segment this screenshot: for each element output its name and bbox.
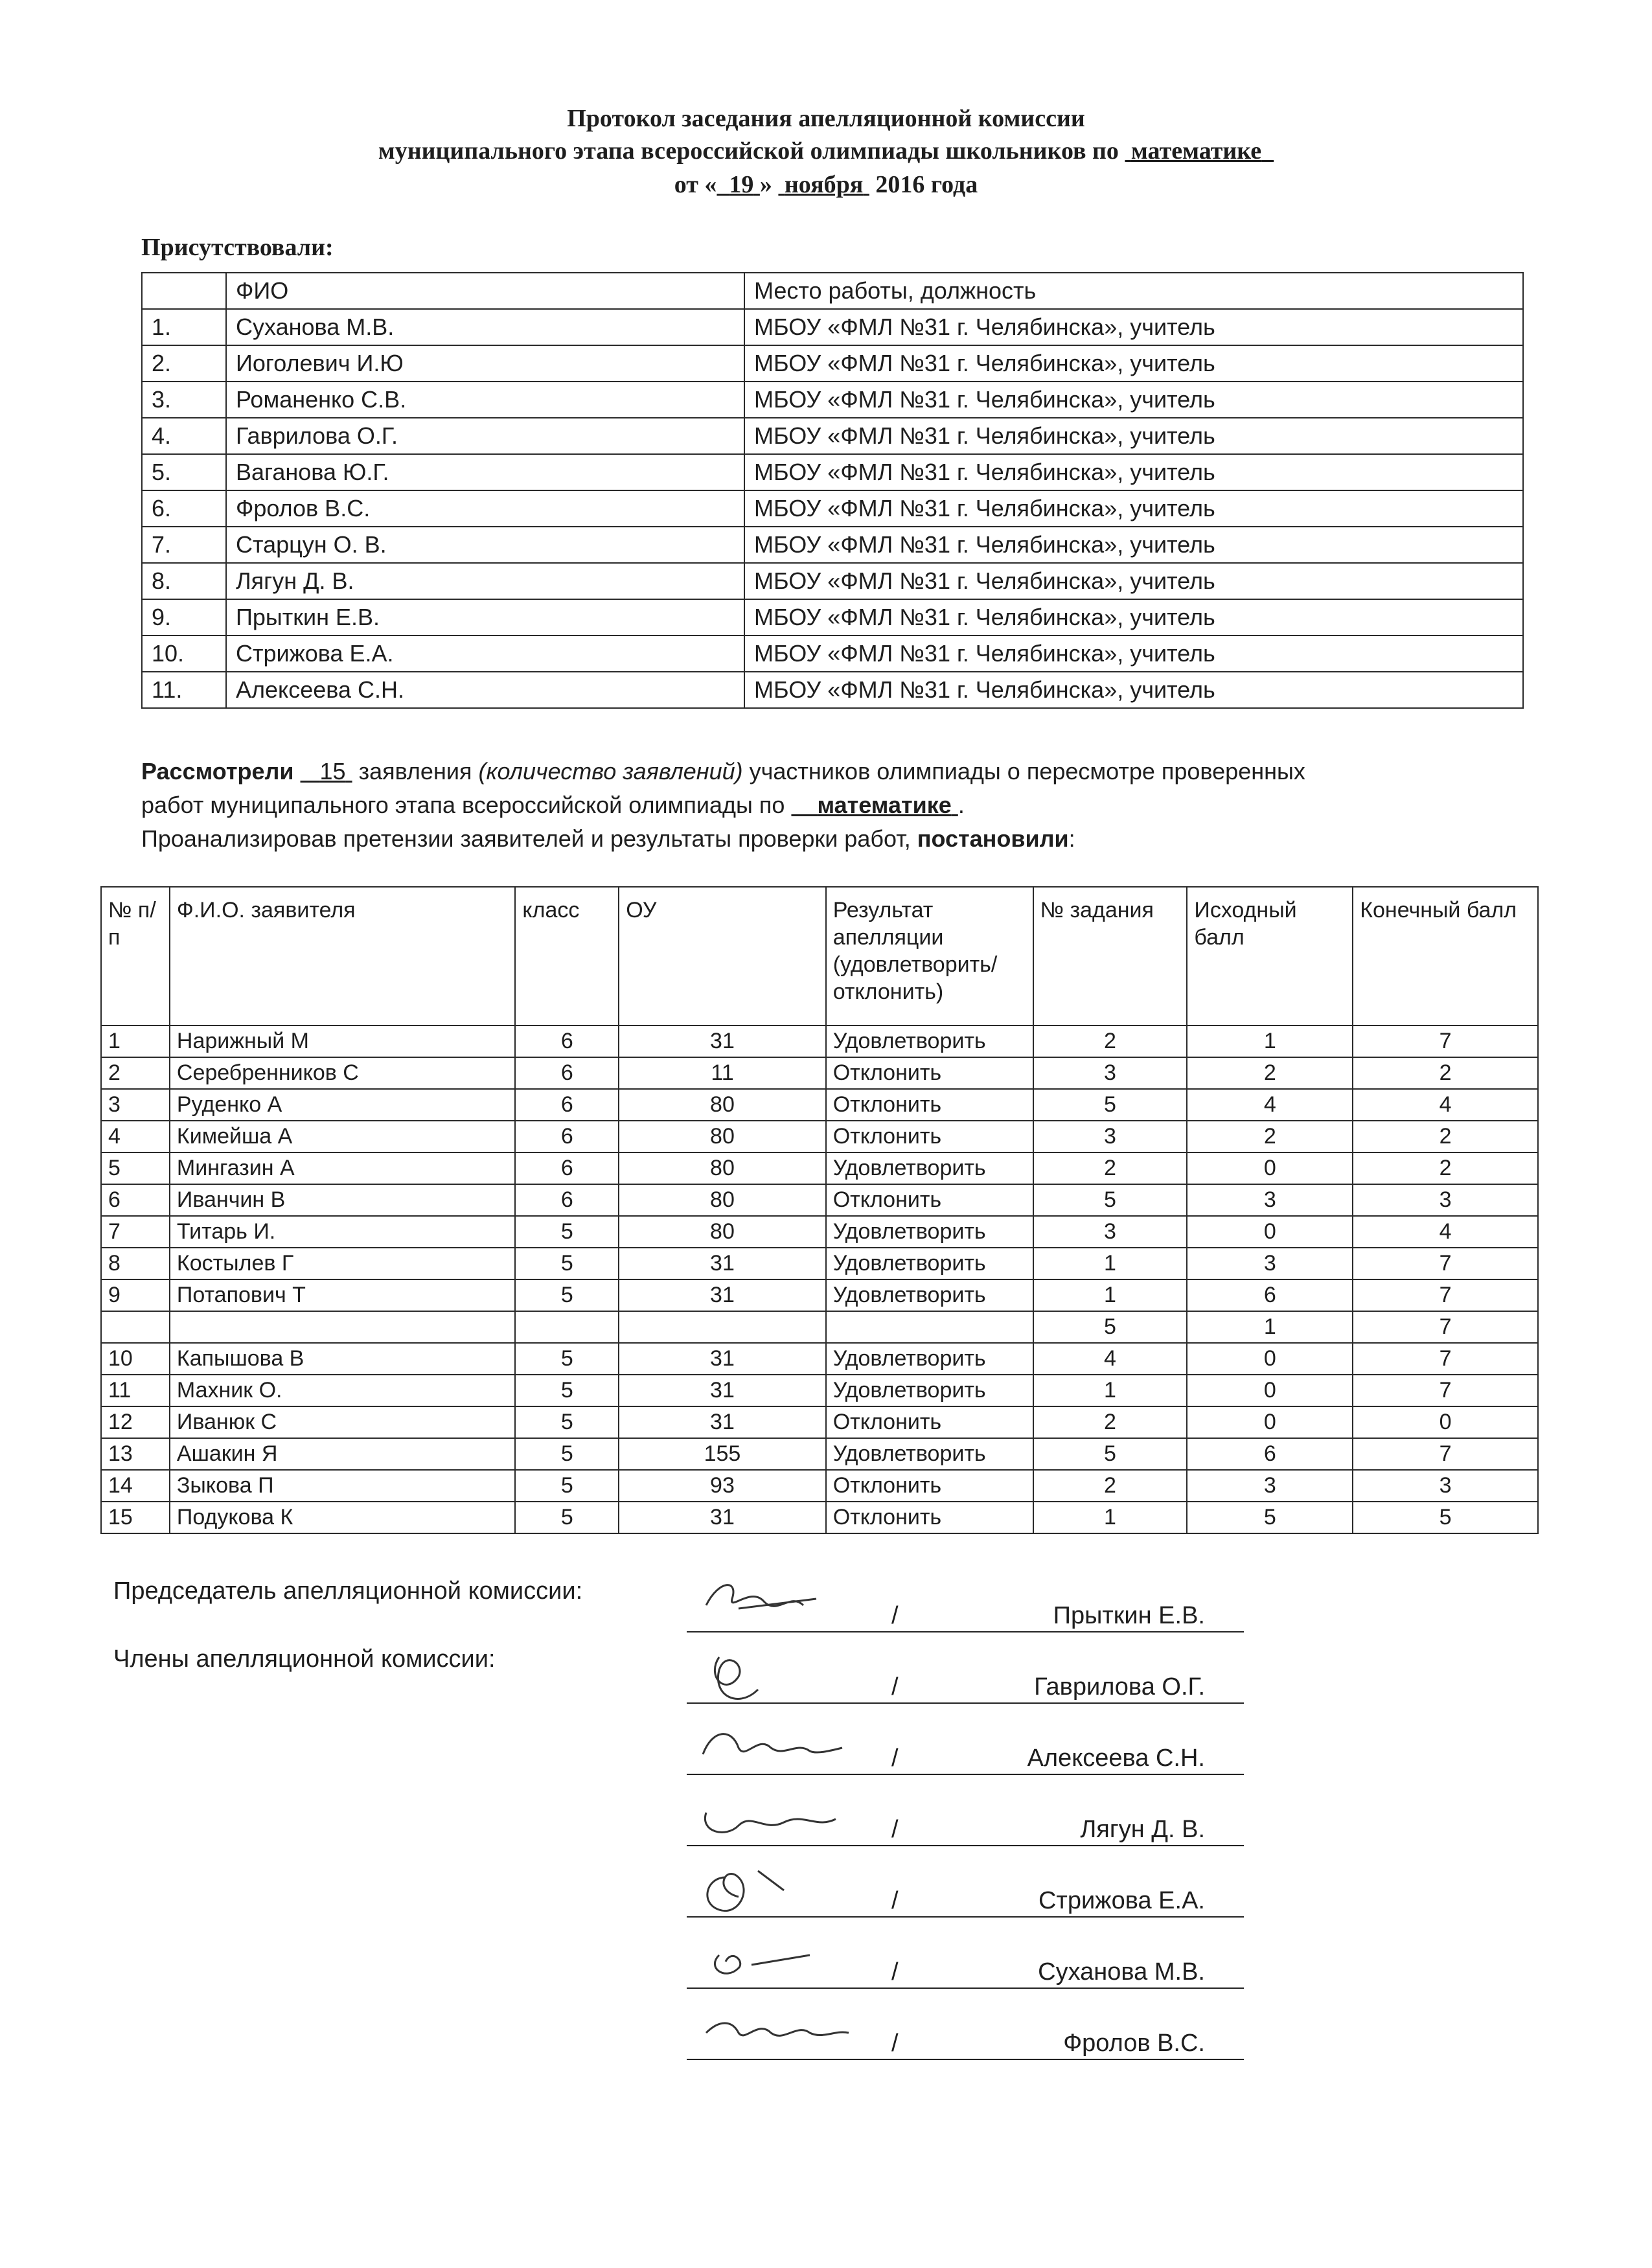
appeal-cell-grade: 5 [515, 1438, 619, 1470]
signatory-name: Прыткин Е.В. [1053, 1602, 1205, 1629]
appeal-cell-name: Махник О. [170, 1375, 515, 1406]
signature-slash: / [891, 1673, 899, 1701]
attendance-row [142, 599, 1523, 636]
attendance-header-n [142, 273, 226, 309]
appeal-cell-task: 2 [1033, 1470, 1187, 1502]
appeal-cell-task: 5 [1033, 1311, 1187, 1343]
appeal-row [101, 1279, 1538, 1311]
handwritten-signature [700, 1579, 855, 1638]
considered-line-3: Проанализировав претензии заявителей и результаты проверки работ, постановили: [141, 825, 1075, 852]
subtitle-prefix: муниципального этапа всероссийской олимпиады школьников по [378, 137, 1119, 165]
attendance-num: 10. [142, 636, 226, 672]
appeal-cell-final: 7 [1353, 1438, 1538, 1470]
col-header-task: № задания [1033, 887, 1187, 1025]
appeal-cell-result: Отклонить [826, 1121, 1033, 1152]
attendance-work: МБОУ «ФМЛ №31 г. Челябинска», учитель [744, 599, 1523, 636]
appeal-row [101, 1375, 1538, 1406]
attendance-fio: Суханова М.В. [226, 309, 744, 345]
appeal-cell-initial: 3 [1187, 1470, 1353, 1502]
appeal-cell-n: 2 [101, 1057, 170, 1089]
appeal-cell-initial: 0 [1187, 1343, 1353, 1375]
appeal-cell-n: 9 [101, 1279, 170, 1311]
appeal-cell-n: 14 [101, 1470, 170, 1502]
col-header-initial: Исходный балл [1187, 887, 1353, 1025]
appeal-row [101, 1343, 1538, 1375]
appeal-cell-final: 7 [1353, 1375, 1538, 1406]
appeal-cell-name: Капышова В [170, 1343, 515, 1375]
appeal-cell-n: 4 [101, 1121, 170, 1152]
appeal-cell-grade: 5 [515, 1470, 619, 1502]
appeal-cell-result: Удовлетворить [826, 1025, 1033, 1057]
appeal-cell-school: 80 [619, 1216, 825, 1248]
handwritten-signature [700, 1722, 855, 1780]
attendance-work: МБОУ «ФМЛ №31 г. Челябинска», учитель [744, 309, 1523, 345]
attendance-row [142, 345, 1523, 382]
appeal-cell-name: Ашакин Я [170, 1438, 515, 1470]
attendance-work: МБОУ «ФМЛ №31 г. Челябинска», учитель [744, 454, 1523, 490]
attendance-fio: Гаврилова О.Г. [226, 418, 744, 454]
signature-slash: / [891, 1745, 899, 1772]
appeal-cell-initial: 2 [1187, 1057, 1353, 1089]
appeal-cell-initial: 0 [1187, 1375, 1353, 1406]
appeal-cell-name: Потапович Т [170, 1279, 515, 1311]
protocol-title: Протокол заседания апелляционной комиссии [567, 105, 1085, 132]
appeal-cell-result: Отклонить [826, 1089, 1033, 1121]
date-prefix: от « [674, 171, 717, 198]
appeal-cell-name: Костылев Г [170, 1248, 515, 1279]
considered-t1: заявления [358, 758, 472, 785]
appeal-cell-name: Нарижный М [170, 1025, 515, 1057]
appeal-cell-school: 31 [619, 1343, 825, 1375]
appeal-cell-n: 13 [101, 1438, 170, 1470]
appeal-cell-initial: 0 [1187, 1152, 1353, 1184]
date-day [717, 171, 760, 198]
appeal-cell-grade [515, 1311, 619, 1343]
appeal-cell-grade: 5 [515, 1343, 619, 1375]
attendance-fio: Алексеева С.Н. [226, 672, 744, 708]
appeal-cell-final: 4 [1353, 1089, 1538, 1121]
appeal-cell-final: 3 [1353, 1470, 1538, 1502]
protocol-date [0, 170, 1652, 200]
attendance-fio: Лягун Д. В. [226, 563, 744, 599]
considered-count: 15 [319, 758, 346, 785]
appeal-cell-school: 11 [619, 1057, 825, 1089]
col-header-n: № п/п [101, 887, 170, 1025]
appeal-cell-grade: 5 [515, 1279, 619, 1311]
appeal-cell-name: Кимейша А [170, 1121, 515, 1152]
appeal-cell-school: 80 [619, 1152, 825, 1184]
appeal-row [101, 1025, 1538, 1057]
col-header-name: Ф.И.О. заявителя [170, 887, 515, 1025]
attendance-row [142, 418, 1523, 454]
attendance-row [142, 309, 1523, 345]
appeal-cell-grade: 6 [515, 1025, 619, 1057]
attendance-label: Присутствовали: [141, 234, 334, 261]
appeal-cell-task: 3 [1033, 1057, 1187, 1089]
appeal-cell-school: 155 [619, 1438, 825, 1470]
attendance-fio: Романенко С.В. [226, 382, 744, 418]
attendance-num: 6. [142, 490, 226, 527]
appeal-cell-final: 3 [1353, 1184, 1538, 1216]
appeal-cell-n: 7 [101, 1216, 170, 1248]
appeal-cell-result: Отклонить [826, 1057, 1033, 1089]
decided-label: постановили [917, 825, 1069, 852]
attendance-fio: Фролов В.С. [226, 490, 744, 527]
appeal-cell-n: 3 [101, 1089, 170, 1121]
signatory-name: Алексеева С.Н. [1027, 1745, 1205, 1772]
appeal-cell-task: 2 [1033, 1406, 1187, 1438]
appeal-cell-school: 93 [619, 1470, 825, 1502]
signature-stroke [715, 1955, 810, 1973]
appeal-cell-initial: 0 [1187, 1216, 1353, 1248]
attendance-row [142, 454, 1523, 490]
attendance-row [142, 527, 1523, 563]
col-header-result: Результат апелляции (удовлетворить/ отклонить) [826, 887, 1033, 1025]
appeal-cell-n: 15 [101, 1502, 170, 1533]
appeal-cell-grade: 6 [515, 1089, 619, 1121]
signatory-name: Суханова М.В. [1038, 1958, 1205, 1986]
appeal-cell-task: 1 [1033, 1279, 1187, 1311]
appeal-cell-result: Отклонить [826, 1470, 1033, 1502]
appeal-row [101, 1216, 1538, 1248]
attendance-work: МБОУ «ФМЛ №31 г. Челябинска», учитель [744, 418, 1523, 454]
date-mid: » [759, 171, 772, 198]
day-value: 19 [729, 171, 754, 198]
attendance-row [142, 490, 1523, 527]
considered-subject-field [791, 792, 958, 818]
appeal-cell-final: 7 [1353, 1025, 1538, 1057]
appeal-cell-initial: 6 [1187, 1438, 1353, 1470]
signature-slash: / [891, 2030, 899, 2057]
subject-value: математике [1130, 137, 1262, 165]
signatory-name: Лягун Д. В. [1080, 1816, 1205, 1843]
considered-count-field [301, 758, 352, 785]
col-header-grade: класс [515, 887, 619, 1025]
appeal-row [101, 1406, 1538, 1438]
appeals-header-row [101, 887, 1538, 1025]
signature-stroke [706, 1585, 816, 1609]
considered-line-2: работ муниципального этапа всероссийской олимпиады по математике . [141, 792, 965, 818]
appeal-cell-initial: 4 [1187, 1089, 1353, 1121]
appeal-cell-result: Удовлетворить [826, 1248, 1033, 1279]
appeal-cell-n: 5 [101, 1152, 170, 1184]
attendance-row [142, 382, 1523, 418]
signatory-name: Стрижова Е.А. [1038, 1887, 1205, 1914]
col-header-final: Конечный балл [1353, 887, 1538, 1025]
handwritten-signature [700, 1936, 855, 1994]
appeal-cell-name [170, 1311, 515, 1343]
appeal-cell-grade: 5 [515, 1216, 619, 1248]
appeal-row [101, 1121, 1538, 1152]
appeal-cell-task: 5 [1033, 1089, 1187, 1121]
appeal-cell-school: 80 [619, 1121, 825, 1152]
attendance-num: 7. [142, 527, 226, 563]
appeal-cell-result: Удовлетворить [826, 1438, 1033, 1470]
appeal-cell-grade: 5 [515, 1502, 619, 1533]
appeal-cell-task: 2 [1033, 1152, 1187, 1184]
handwritten-signature [700, 1651, 855, 1709]
handwritten-signature [700, 2007, 855, 2065]
attendance-fio: Стрижова Е.А. [226, 636, 744, 672]
appeal-cell-name: Зыкова П [170, 1470, 515, 1502]
appeal-cell-result: Отклонить [826, 1184, 1033, 1216]
appeal-cell-task: 1 [1033, 1375, 1187, 1406]
appeal-cell-task: 3 [1033, 1121, 1187, 1152]
signature-slash: / [891, 1958, 899, 1986]
appeal-cell-initial: 0 [1187, 1406, 1353, 1438]
signature-slash: / [891, 1602, 899, 1629]
appeal-row [101, 1184, 1538, 1216]
appeal-cell-n [101, 1311, 170, 1343]
appeal-cell-task: 2 [1033, 1025, 1187, 1057]
considered-line2-text: работ муниципального этапа всероссийской олимпиады по [141, 792, 785, 818]
appeal-cell-result [826, 1311, 1033, 1343]
handwritten-signature [700, 1793, 855, 1851]
attendance-fio: Прыткин Е.В. [226, 599, 744, 636]
attendance-work: МБОУ «ФМЛ №31 г. Челябинска», учитель [744, 672, 1523, 708]
appeal-cell-grade: 5 [515, 1248, 619, 1279]
appeal-cell-initial: 6 [1187, 1279, 1353, 1311]
signature-slash: / [891, 1887, 899, 1914]
appeal-cell-final: 7 [1353, 1343, 1538, 1375]
appeal-cell-n: 11 [101, 1375, 170, 1406]
appeal-cell-initial: 5 [1187, 1502, 1353, 1533]
appeal-cell-school: 31 [619, 1279, 825, 1311]
appeal-cell-final: 2 [1353, 1057, 1538, 1089]
appeal-cell-school: 31 [619, 1502, 825, 1533]
signature-slash: / [891, 1816, 899, 1843]
appeal-cell-task: 5 [1033, 1184, 1187, 1216]
attendance-row [142, 672, 1523, 708]
signatory-name: Фролов В.С. [1063, 2030, 1205, 2057]
appeal-cell-school: 31 [619, 1375, 825, 1406]
attendance-header-work: Место работы, должность [744, 273, 1523, 309]
appeal-row [101, 1502, 1538, 1533]
appeal-cell-initial: 1 [1187, 1025, 1353, 1057]
attendance-num: 2. [142, 345, 226, 382]
appeal-row [101, 1438, 1538, 1470]
appeal-cell-task: 4 [1033, 1343, 1187, 1375]
attendance-num: 11. [142, 672, 226, 708]
appeal-cell-result: Удовлетворить [826, 1343, 1033, 1375]
appeal-cell-n: 6 [101, 1184, 170, 1216]
appeal-cell-school: 80 [619, 1089, 825, 1121]
appeal-cell-school: 31 [619, 1248, 825, 1279]
considered-t2: участников олимпиады о пересмотре проверенных [749, 758, 1305, 785]
attendance-header-row [142, 273, 1523, 309]
appeal-cell-n: 8 [101, 1248, 170, 1279]
subject-field [1125, 137, 1274, 165]
appeal-cell-grade: 6 [515, 1152, 619, 1184]
appeal-cell-task: 1 [1033, 1248, 1187, 1279]
attendance-work: МБОУ «ФМЛ №31 г. Челябинска», учитель [744, 527, 1523, 563]
signature-stroke [715, 1657, 758, 1699]
considered-lead: Рассмотрели [141, 758, 294, 785]
attendance-num: 4. [142, 418, 226, 454]
appeal-cell-final: 2 [1353, 1152, 1538, 1184]
members-label: Члены апелляционной комиссии: [113, 1645, 496, 1673]
appeal-cell-name: Иванчин В [170, 1184, 515, 1216]
attendance-fio: Иоголевич И.Ю [226, 345, 744, 382]
date-month [778, 171, 869, 198]
appeal-cell-name: Серебренников С [170, 1057, 515, 1089]
appeal-cell-name: Иванюк С [170, 1406, 515, 1438]
considered-line-1 [141, 755, 1534, 788]
attendance-num: 1. [142, 309, 226, 345]
appeal-cell-name: Титарь И. [170, 1216, 515, 1248]
month-value: ноября [784, 171, 864, 198]
appeal-cell-final: 4 [1353, 1216, 1538, 1248]
appeal-cell-school: 31 [619, 1406, 825, 1438]
appeal-cell-final: 7 [1353, 1311, 1538, 1343]
attendance-work: МБОУ «ФМЛ №31 г. Челябинска», учитель [744, 636, 1523, 672]
appeal-cell-name: Подукова К [170, 1502, 515, 1533]
appeal-cell-initial: 3 [1187, 1184, 1353, 1216]
appeal-cell-final: 5 [1353, 1502, 1538, 1533]
appeal-row [101, 1089, 1538, 1121]
attendance-num: 8. [142, 563, 226, 599]
appeal-cell-initial: 2 [1187, 1121, 1353, 1152]
signature-stroke [705, 1813, 836, 1832]
signatory-name: Гаврилова О.Г. [1034, 1673, 1205, 1701]
considered-subject: математике [817, 792, 952, 818]
appeal-cell-school: 31 [619, 1025, 825, 1057]
considered-note: (количество заявлений) [478, 758, 743, 785]
attendance-work: МБОУ «ФМЛ №31 г. Челябинска», учитель [744, 382, 1523, 418]
appeal-cell-school [619, 1311, 825, 1343]
attendance-num: 3. [142, 382, 226, 418]
appeal-cell-n: 1 [101, 1025, 170, 1057]
attendance-num: 5. [142, 454, 226, 490]
attendance-work: МБОУ «ФМЛ №31 г. Челябинска», учитель [744, 563, 1523, 599]
appeal-row [101, 1152, 1538, 1184]
appeal-cell-name: Мингазин А [170, 1152, 515, 1184]
appeal-row [101, 1248, 1538, 1279]
signature-stroke [703, 1734, 842, 1754]
attendance-row [142, 636, 1523, 672]
appeal-cell-final: 7 [1353, 1279, 1538, 1311]
considered-line3-text: Проанализировав претензии заявителей и результаты проверки работ, [141, 825, 911, 852]
appeal-cell-task: 1 [1033, 1502, 1187, 1533]
signature-stroke [706, 2023, 849, 2035]
considered-paragraph [141, 755, 1534, 856]
attendance-fio: Ваганова Ю.Г. [226, 454, 744, 490]
appeal-cell-school: 80 [619, 1184, 825, 1216]
appeal-cell-initial: 3 [1187, 1248, 1353, 1279]
appeal-row [101, 1470, 1538, 1502]
appeal-cell-grade: 6 [515, 1184, 619, 1216]
appeal-cell-result: Отклонить [826, 1502, 1033, 1533]
appeal-cell-final: 0 [1353, 1406, 1538, 1438]
appeal-cell-n: 10 [101, 1343, 170, 1375]
appeal-cell-task: 5 [1033, 1438, 1187, 1470]
appeal-row [101, 1057, 1538, 1089]
attendance-fio: Старцун О. В. [226, 527, 744, 563]
attendance-header-fio: ФИО [226, 273, 744, 309]
appeal-cell-grade: 6 [515, 1121, 619, 1152]
protocol-subtitle [0, 136, 1652, 166]
appeal-cell-result: Удовлетворить [826, 1152, 1033, 1184]
appeal-row [101, 1311, 1538, 1343]
appeal-cell-result: Отклонить [826, 1406, 1033, 1438]
signature-stroke [707, 1871, 784, 1911]
appeal-cell-result: Удовлетворить [826, 1279, 1033, 1311]
attendance-work: МБОУ «ФМЛ №31 г. Челябинска», учитель [744, 490, 1523, 527]
appeal-cell-final: 7 [1353, 1248, 1538, 1279]
appeal-cell-name: Руденко А [170, 1089, 515, 1121]
appeal-cell-grade: 5 [515, 1406, 619, 1438]
date-year: 2016 года [875, 171, 978, 198]
appeals-table [100, 886, 1539, 1534]
chair-label: Председатель апелляционной комиссии: [113, 1577, 583, 1605]
appeal-cell-grade: 5 [515, 1375, 619, 1406]
appeal-cell-task: 3 [1033, 1216, 1187, 1248]
appeal-cell-initial: 1 [1187, 1311, 1353, 1343]
appeal-cell-result: Удовлетворить [826, 1216, 1033, 1248]
attendance-work: МБОУ «ФМЛ №31 г. Челябинска», учитель [744, 345, 1523, 382]
appeal-cell-final: 2 [1353, 1121, 1538, 1152]
attendance-num: 9. [142, 599, 226, 636]
appeal-cell-grade: 6 [515, 1057, 619, 1089]
appeal-cell-result: Удовлетворить [826, 1375, 1033, 1406]
handwritten-signature [700, 1864, 855, 1923]
col-header-school: ОУ [619, 887, 825, 1025]
attendance-row [142, 563, 1523, 599]
attendance-table [141, 272, 1524, 709]
appeal-cell-n: 12 [101, 1406, 170, 1438]
